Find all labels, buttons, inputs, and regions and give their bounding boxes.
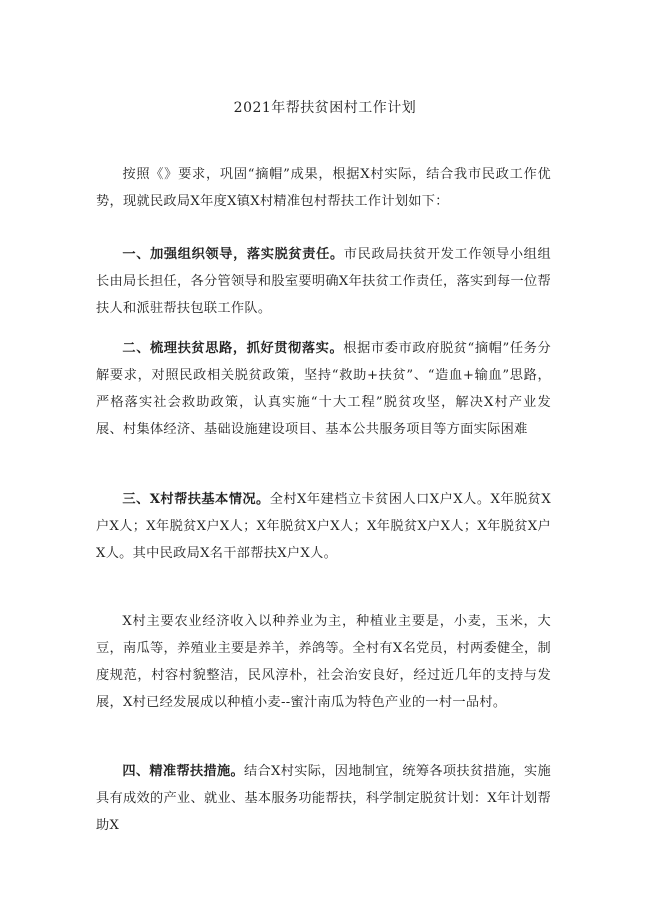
paragraph-section-4: [96, 758, 551, 839]
village-economy-text: X村主要农业经济收入以种养业为主，种植业主要是，小麦，玉米，大豆，南瓜等，养殖业主要是养羊，养鸽等。全村有X名党员，村两委健全，制度规范，村容村貌整洁，民风淳朴，社会治安良好，经过近几年的支持与发展，X村已经发展成以种植小麦--蜜汁南瓜为特色产业的一村一品村。: [96, 614, 551, 710]
section-2-heading: 二、梳理扶贫思路，抓好贯彻落实。: [122, 341, 344, 356]
paragraph-intro: [96, 161, 551, 215]
paragraph-section-3: [96, 486, 551, 567]
section-1-text: 市民政局扶贫开发工作领导小组组长由局长担任，各分管领导和股室要明确X年扶贫工作责任，落实到每一位帮扶人和派驻帮扶包联工作队。: [96, 247, 551, 316]
paragraph-section-2: [96, 335, 551, 443]
section-4-text: 结合X村实际，因地制宜，统筹各项扶贫措施，实施具有成效的产业、就业、基本服务功能帮扶，科学制定脱贫计划：X年计划帮助X: [96, 764, 551, 833]
section-3-text: 全村X年建档立卡贫困人口X户X人。X年脱贫X户X人；X年脱贫X户X人；X年脱贫X户X人；X年脱贫X户X人；X年脱贫X户X人。其中民政局X名干部帮扶X户X人。: [96, 492, 552, 561]
section-4-heading: 四、精准帮扶措施。: [122, 764, 245, 779]
document-title: 2021年帮扶贫困村工作计划: [233, 100, 417, 116]
paragraph-section-1: [96, 241, 551, 322]
paragraph-village-economy: [96, 608, 551, 716]
section-2-text: 根据市委市政府脱贫“摘帽”任务分解要求，对照民政相关脱贫政策，坚持“救助+扶贫”、“造血+输血”思路，严格落实社会救助政策，认真实施“十大工程”脱贫攻坚，解决X村产业发展、村集体经济、基础设施建设项目、基本公共服务项目等方面实际困难: [96, 341, 551, 437]
section-3-heading: 三、X村帮扶基本情况。: [122, 492, 270, 507]
paragraph-intro-text: 按照《》要求，巩固“摘帽”成果，根据X村实际，结合我市民政工作优势，现就民政局X年度X镇X村精准包村帮扶工作计划如下：: [96, 167, 551, 209]
section-1-heading: 一、加强组织领导，落实脱贫责任。: [122, 247, 344, 262]
